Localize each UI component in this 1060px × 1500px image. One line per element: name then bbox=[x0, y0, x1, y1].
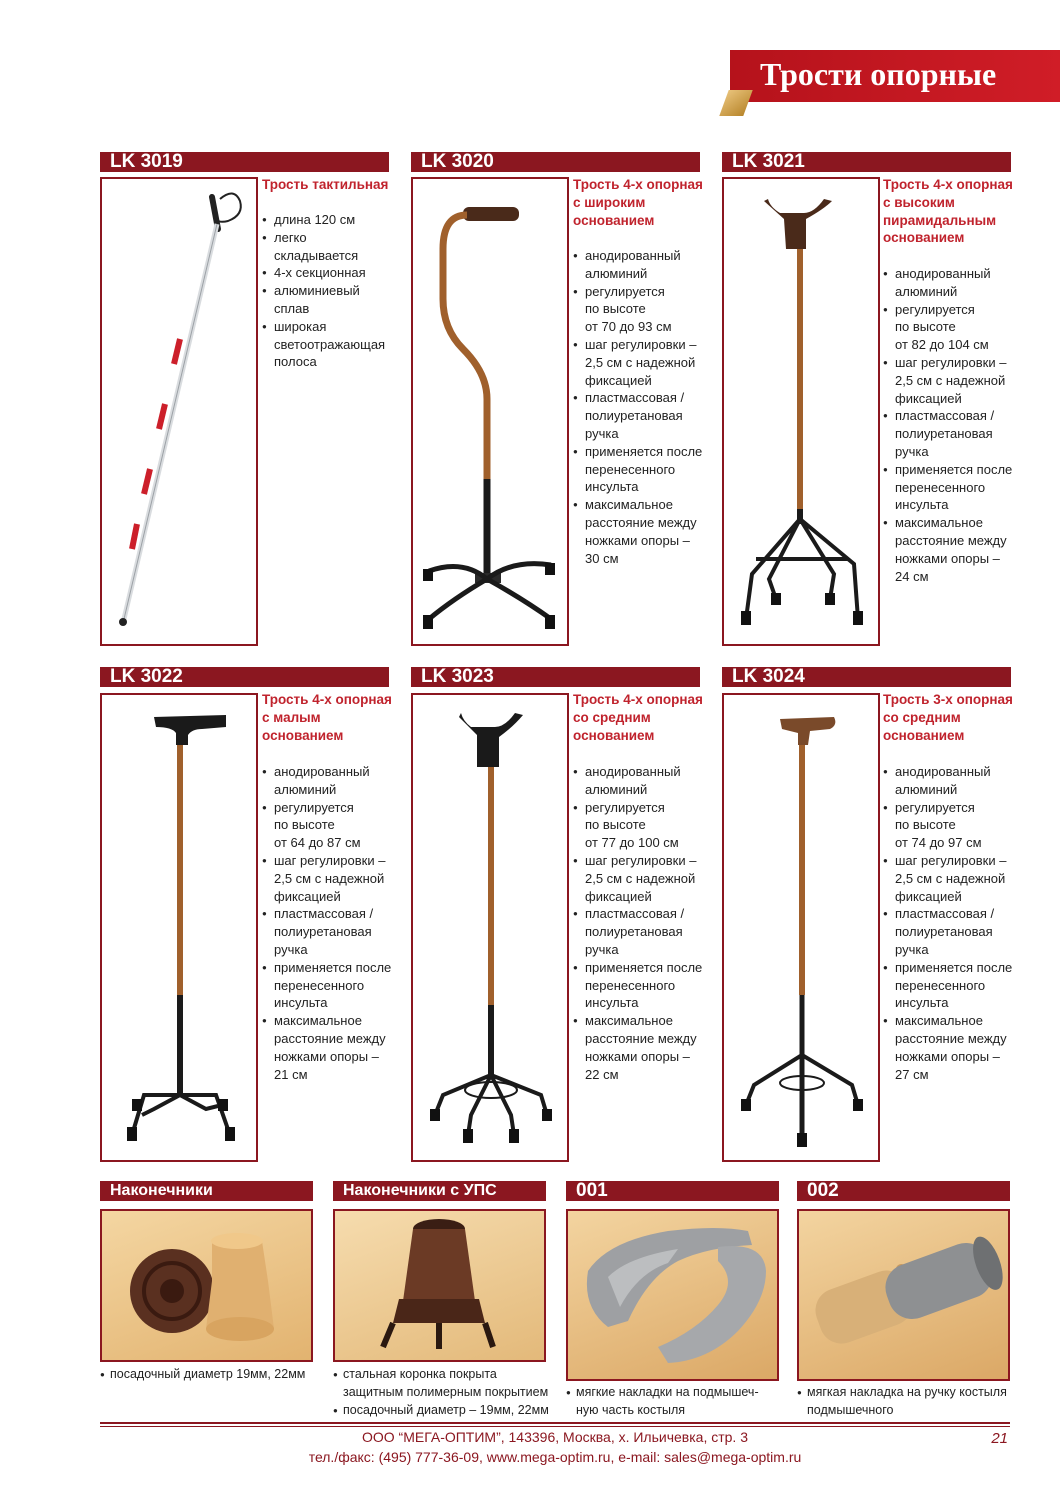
feature-item: ● пластмассовая / полиуретановая ручка bbox=[883, 407, 1023, 460]
feature-item: ● максимальное расстояние между ножками опоры – 22 см bbox=[573, 1012, 713, 1083]
feature-item: ● пластмассовая / полиуретановая ручка bbox=[883, 905, 1023, 958]
footer-divider bbox=[100, 1422, 1010, 1424]
product-name: Трость 4-х опорная с малым основанием bbox=[262, 692, 392, 743]
tripod-cane-image bbox=[724, 695, 878, 1160]
product-image-box bbox=[722, 177, 880, 646]
feature-list bbox=[262, 763, 402, 1083]
feature-list bbox=[573, 763, 713, 1083]
underarm-pads-image bbox=[568, 1211, 777, 1379]
feature-item: ● шаг регулировки – 2,5 см с надежной фиксацией bbox=[573, 336, 713, 389]
feature-item: ● применяется после перенесенного инсульта bbox=[573, 959, 713, 1012]
feature-item: ● шаг регулировки – 2,5 см с надежной фиксацией bbox=[573, 852, 713, 905]
feature-item: ● регулируется по высоте от 64 до 87 см bbox=[262, 799, 402, 852]
product-image-box bbox=[411, 177, 569, 646]
feature-list bbox=[883, 265, 1023, 585]
feature-item: ● анодированный алюминий bbox=[573, 247, 713, 283]
accessory-description-item: ● мягкие накладки на подмышеч- ную часть костыля bbox=[566, 1384, 796, 1420]
accessory-description bbox=[100, 1366, 330, 1384]
product-name: Трость 4-х опорная с широким основанием bbox=[573, 177, 703, 228]
title-banner bbox=[730, 50, 1060, 102]
feature-item: ● шаг регулировки – 2,5 см с надежной фиксацией bbox=[883, 852, 1023, 905]
feature-item: ● 4-х секционная bbox=[262, 264, 392, 282]
quad-cane-wide-base-image bbox=[413, 179, 567, 644]
feature-item: ● анодированный алюминий bbox=[883, 763, 1023, 799]
accessory-header: 001 bbox=[566, 1181, 779, 1201]
product-code-header: LK 3020 bbox=[411, 152, 700, 172]
feature-item: ● регулируется по высоте от 70 до 93 см bbox=[573, 283, 713, 336]
feature-list bbox=[573, 247, 713, 567]
handle-pads-image bbox=[799, 1211, 1008, 1379]
accessory-header: 002 bbox=[797, 1181, 1010, 1201]
quad-cane-small-base-image bbox=[102, 695, 256, 1160]
feature-item: ● максимальное расстояние между ножками опоры – 24 см bbox=[883, 514, 1023, 585]
feature-item: ● пластмассовая / полиуретановая ручка bbox=[573, 905, 713, 958]
feature-item: ● анодированный алюминий bbox=[573, 763, 713, 799]
accessory-description-item: ● мягкая накладка на ручку костыля подмышечного bbox=[797, 1384, 1027, 1420]
shock-absorbing-tip-image bbox=[335, 1211, 544, 1360]
feature-item: ● легко складывается bbox=[262, 229, 392, 265]
product-code-header: LK 3021 bbox=[722, 152, 1011, 172]
product-code-header: LK 3023 bbox=[411, 667, 700, 687]
feature-item: ● широкая светоотражающая полоса bbox=[262, 318, 392, 371]
feature-item: ● регулируется по высоте от 82 до 104 см bbox=[883, 301, 1023, 354]
page-number: 21 bbox=[991, 1430, 1008, 1447]
page-title: Трости опорные bbox=[760, 56, 997, 92]
feature-item: ● регулируется по высоте от 77 до 100 см bbox=[573, 799, 713, 852]
feature-item: ● пластмассовая / полиуретановая ручка bbox=[262, 905, 402, 958]
accessory-description-item: ● посадочный диаметр 19мм, 22мм bbox=[100, 1366, 330, 1384]
feature-item: ● анодированный алюминий bbox=[262, 763, 402, 799]
feature-item: ● длина 120 см bbox=[262, 211, 392, 229]
product-name: Трость 4-х опорная с высоким пирамидальным основанием bbox=[883, 177, 1013, 246]
product-image-box bbox=[100, 177, 258, 646]
feature-item: ● анодированный алюминий bbox=[883, 265, 1023, 301]
feature-item: ● применяется после перенесенного инсульта bbox=[262, 959, 402, 1012]
quad-cane-pyramid-base-image bbox=[724, 179, 878, 644]
feature-item: ● применяется после перенесенного инсульта bbox=[573, 443, 713, 496]
product-image-box bbox=[722, 693, 880, 1162]
product-image-box bbox=[100, 693, 258, 1162]
quad-cane-medium-base-image bbox=[413, 695, 567, 1160]
accessory-header: Наконечники bbox=[100, 1181, 313, 1201]
feature-item: ● максимальное расстояние между ножками опоры – 21 см bbox=[262, 1012, 402, 1083]
accessory-description bbox=[333, 1366, 563, 1419]
feature-item: ● максимальное расстояние между ножками опоры – 30 см bbox=[573, 496, 713, 567]
product-code-header: LK 3019 bbox=[100, 152, 389, 172]
accessory-description-item: ● стальная коронка покрыта защитным полимерным покрытием bbox=[333, 1366, 563, 1402]
feature-list bbox=[262, 211, 392, 371]
product-code-header: LK 3024 bbox=[722, 667, 1011, 687]
product-name: Трость тактильная bbox=[262, 177, 389, 192]
feature-item: ● алюминиевый сплав bbox=[262, 282, 392, 318]
accessory-photo bbox=[797, 1209, 1010, 1381]
product-code-header: LK 3022 bbox=[100, 667, 389, 687]
accessory-photo bbox=[333, 1209, 546, 1362]
banner-fold bbox=[719, 90, 752, 116]
feature-item: ● применяется после перенесенного инсульта bbox=[883, 461, 1023, 514]
product-image-box bbox=[411, 693, 569, 1162]
footer-address: ООО “МЕГА-ОПТИМ”, 143396, Москва, х. Ильичевка, стр. 3 bbox=[361, 1429, 748, 1445]
footer-contacts: тел./факс: (495) 777-36-09, www.mega-optim.ru, e-mail: sales@mega-optim.ru bbox=[308, 1449, 802, 1465]
accessory-description bbox=[566, 1384, 796, 1420]
feature-item: ● максимальное расстояние между ножками опоры – 27 см bbox=[883, 1012, 1023, 1083]
feature-item: ● шаг регулировки – 2,5 см с надежной фиксацией bbox=[883, 354, 1023, 407]
tactile-cane-image bbox=[102, 179, 256, 644]
accessory-description-item: ● посадочный диаметр – 19мм, 22мм bbox=[333, 1402, 563, 1420]
accessory-photo bbox=[566, 1209, 779, 1381]
product-name: Трость 3-х опорная со средним основанием bbox=[883, 692, 1013, 743]
feature-item: ● регулируется по высоте от 74 до 97 см bbox=[883, 799, 1023, 852]
footer-divider-thin bbox=[100, 1426, 1010, 1427]
feature-list bbox=[883, 763, 1023, 1083]
feature-item: ● применяется после перенесенного инсульта bbox=[883, 959, 1023, 1012]
feature-item: ● шаг регулировки – 2,5 см с надежной фиксацией bbox=[262, 852, 402, 905]
feature-item: ● пластмассовая / полиуретановая ручка bbox=[573, 389, 713, 442]
accessory-header: Наконечники с УПС bbox=[333, 1181, 546, 1201]
accessory-photo bbox=[100, 1209, 313, 1362]
rubber-tips-image bbox=[102, 1211, 311, 1360]
product-name: Трость 4-х опорная со средним основанием bbox=[573, 692, 703, 743]
accessory-description bbox=[797, 1384, 1027, 1420]
